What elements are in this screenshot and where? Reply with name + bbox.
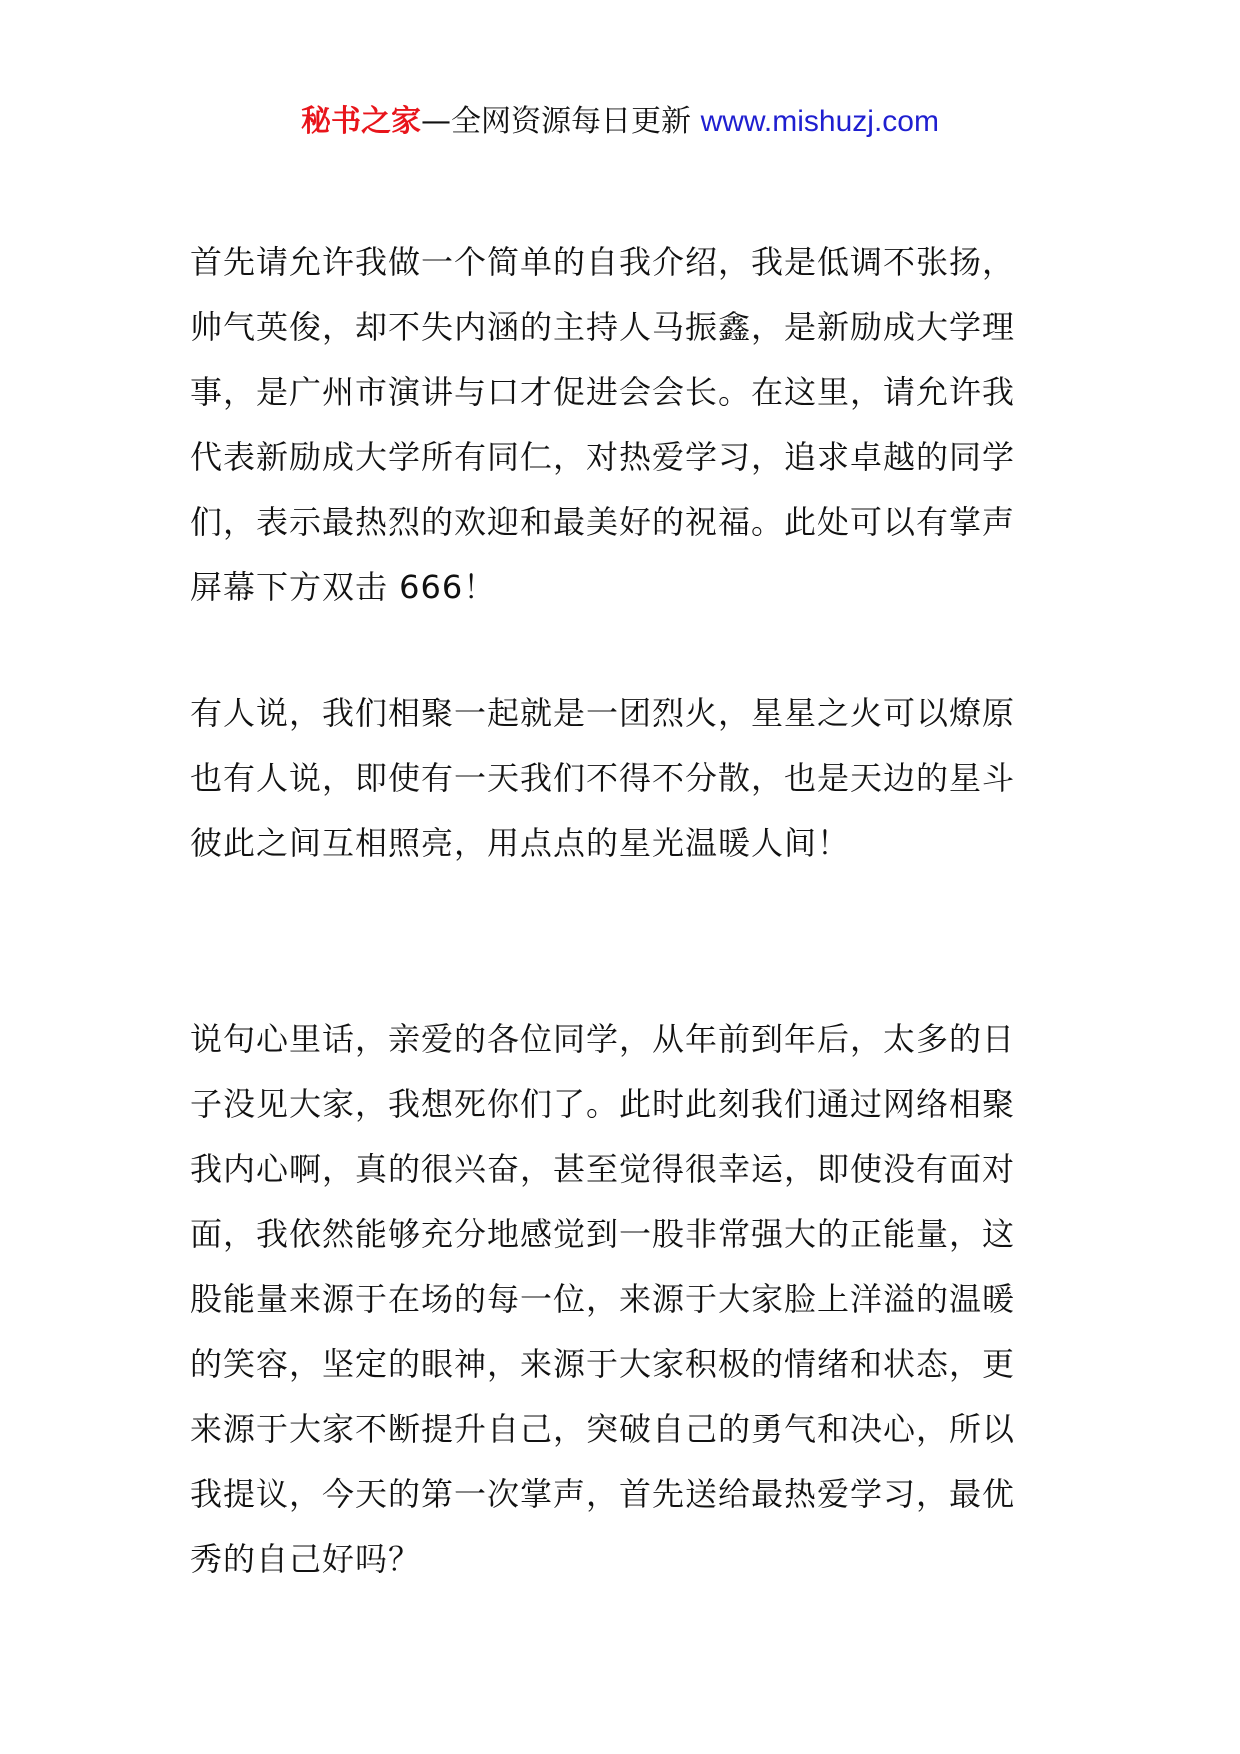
text-line: 帅气英俊，却不失内涵的主持人马振鑫，是新励成大学理 — [190, 308, 1016, 346]
text-line: 彼此之间互相照亮，用点点的星光温暖人间！ — [190, 824, 851, 862]
text-line: 也有人说，即使有一天我们不得不分散，也是天边的星斗 — [190, 759, 1016, 797]
text-line: 说句心里话，亲爱的各位同学，从年前到年后，太多的日 — [190, 1020, 1016, 1058]
text-line: 屏幕下方双击 666！ — [190, 568, 497, 606]
text-line: 的笑容，坚定的眼神，来源于大家积极的情绪和状态，更 — [190, 1345, 1016, 1383]
text-line: 面，我依然能够充分地感觉到一股非常强大的正能量，这 — [190, 1215, 1016, 1253]
text-line: 我提议，今天的第一次掌声，首先送给最热爱学习，最优 — [190, 1475, 1016, 1513]
text-line: 子没见大家，我想死你们了。此时此刻我们通过网络相聚 — [190, 1085, 1016, 1123]
text-line: 秀的自己好吗？ — [190, 1540, 422, 1578]
paragraph-introduction — [190, 230, 1060, 620]
text-line: 来源于大家不断提升自己，突破自己的勇气和决心，所以 — [190, 1410, 1016, 1448]
text-line: 股能量来源于在场的每一位，来源于大家脸上洋溢的温暖 — [190, 1280, 1016, 1318]
text-line: 有人说，我们相聚一起就是一团烈火，星星之火可以燎原 — [190, 694, 1016, 732]
paragraph-gathering — [190, 681, 1060, 876]
website-link[interactable]: www.mishuzj.com — [700, 105, 939, 138]
brand-name: 秘书之家 — [301, 104, 422, 139]
header-tagline: —全网资源每日更新 — [421, 104, 692, 139]
text-line: 首先请允许我做一个简单的自我介绍，我是低调不张扬， — [190, 243, 1016, 281]
text-line: 代表新励成大学所有同仁，对热爱学习，追求卓越的同学 — [190, 438, 1016, 476]
page-header — [0, 100, 1240, 144]
paragraph-heartfelt — [190, 1007, 1060, 1592]
text-line: 事，是广州市演讲与口才促进会会长。在这里，请允许我 — [190, 373, 1016, 411]
text-line: 们，表示最热烈的欢迎和最美好的祝福。此处可以有掌声 — [190, 503, 1016, 541]
text-line: 我内心啊，真的很兴奋，甚至觉得很幸运，即使没有面对 — [190, 1150, 1016, 1188]
